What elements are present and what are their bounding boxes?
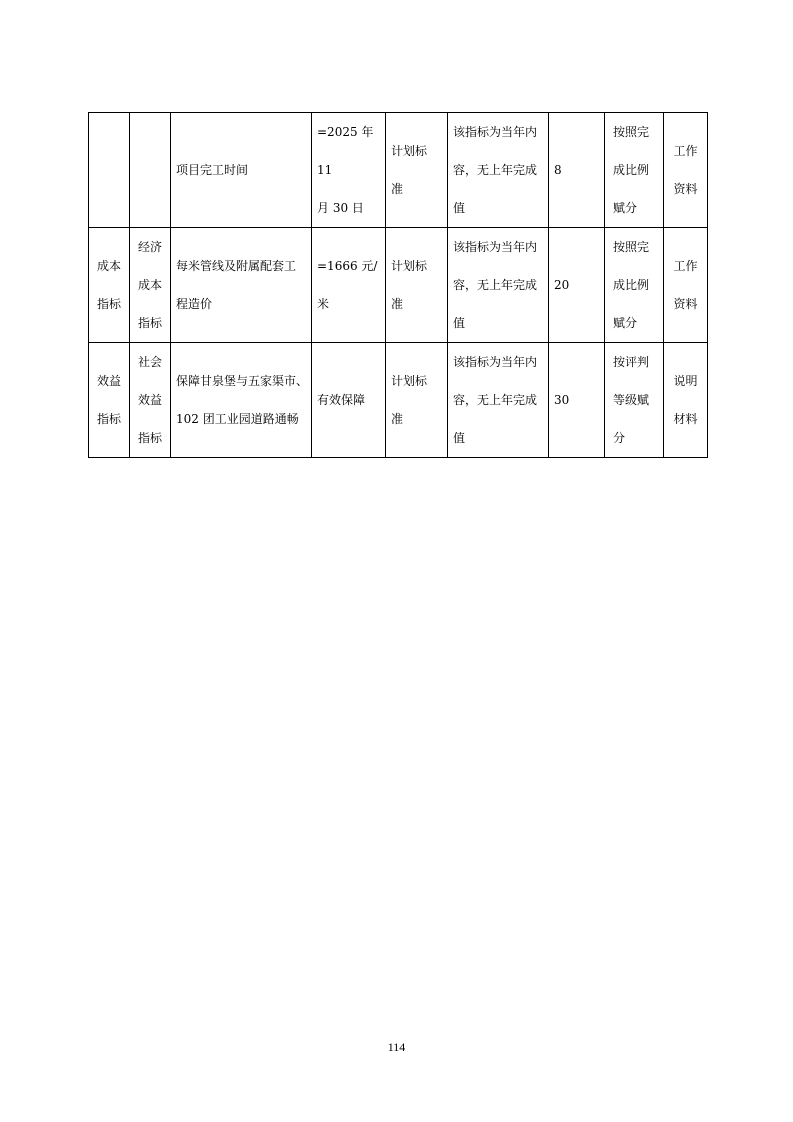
score-cell: 8 (549, 113, 605, 228)
note-cell: 该指标为当年内 容，无上年完成 值 (448, 228, 549, 343)
subcategory-cell: 社会 效益 指标 (130, 343, 171, 458)
table-row (89, 343, 708, 458)
subcategory-cell (130, 113, 171, 228)
evidence-cell: 工作 资料 (664, 113, 708, 228)
scoring-method-cell: 按照完 成比例 赋分 (605, 228, 664, 343)
subcategory-cell: 经济 成本 指标 (130, 228, 171, 343)
indicator-cell: 每米管线及附属配套工 程造价 (171, 228, 312, 343)
note-cell: 该指标为当年内 容，无上年完成 值 (448, 343, 549, 458)
performance-indicator-table (88, 112, 708, 458)
basis-cell: 计划标 准 (386, 343, 448, 458)
category-cell (89, 113, 130, 228)
score-cell: 30 (549, 343, 605, 458)
table-row (89, 113, 708, 228)
target-value-cell: =1666 元/ 米 (312, 228, 386, 343)
note-cell: 该指标为当年内 容，无上年完成 值 (448, 113, 549, 228)
table-row (89, 228, 708, 343)
target-value-cell: =2025 年 11 月 30 日 (312, 113, 386, 228)
indicator-cell: 项目完工时间 (171, 113, 312, 228)
page-number: 114 (387, 1040, 406, 1054)
evidence-cell: 说明 材料 (664, 343, 708, 458)
basis-cell: 计划标 准 (386, 228, 448, 343)
basis-cell: 计划标 准 (386, 113, 448, 228)
scoring-method-cell: 按照完 成比例 赋分 (605, 113, 664, 228)
evidence-cell: 工作 资料 (664, 228, 708, 343)
indicator-cell: 保障甘泉堡与五家渠市、 102 团工业园道路通畅 (171, 343, 312, 458)
category-cell: 成本 指标 (89, 228, 130, 343)
target-value-cell: 有效保障 (312, 343, 386, 458)
score-cell: 20 (549, 228, 605, 343)
scoring-method-cell: 按评判 等级赋 分 (605, 343, 664, 458)
category-cell: 效益 指标 (89, 343, 130, 458)
